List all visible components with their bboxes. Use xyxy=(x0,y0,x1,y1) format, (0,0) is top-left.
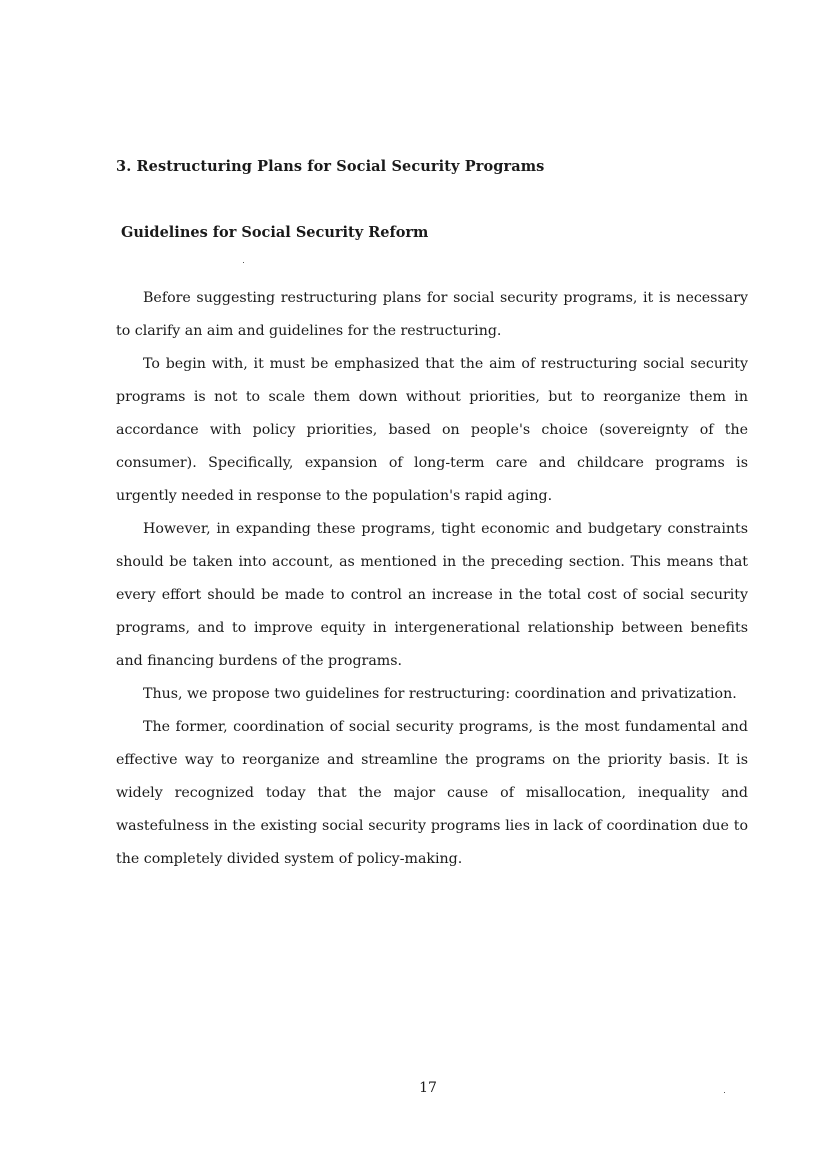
body-text xyxy=(116,282,748,876)
paragraph-4: Thus, we propose two guidelines for restructuring: coordination and privatization. xyxy=(143,686,737,702)
subsection-heading: Guidelines for Social Security Reform xyxy=(121,224,429,241)
paragraph-5: The former, coordination of social security programs, is the most fundamental and effective way to reorganize and streamline the programs on the priority basis. It is widely recognized today that the major cause of misallocation, inequality and wastefulness in the existing social security programs lies in lack of coordination due to the completely divided system of policy-making. xyxy=(116,719,748,867)
scan-speck xyxy=(243,262,244,263)
section-heading: 3. Restructuring Plans for Social Security Programs xyxy=(116,158,545,175)
paragraph-3: However, in expanding these programs, tight economic and budgetary constraints should be taken into account, as mentioned in the preceding section. This means that every effort should be made to control an increase in the total cost of social security programs, and to improve equity in intergenerational relationship between benefits and financing burdens of the programs. xyxy=(116,521,748,669)
paragraph-2: To begin with, it must be emphasized that the aim of restructuring social security programs is not to scale them down without priorities, but to reorganize them in accordance with policy priorities, based on people's choice (sovereignty of the consumer). Specifically, expansion of long-term care and childcare programs is urgently needed in response to the population's rapid aging. xyxy=(116,356,748,504)
page-number: 17 xyxy=(419,1080,437,1096)
paragraph-1: Before suggesting restructuring plans for social security programs, it is necessary to clarify an aim and guidelines for the restructuring. xyxy=(116,290,748,339)
scan-speck xyxy=(724,1092,725,1093)
